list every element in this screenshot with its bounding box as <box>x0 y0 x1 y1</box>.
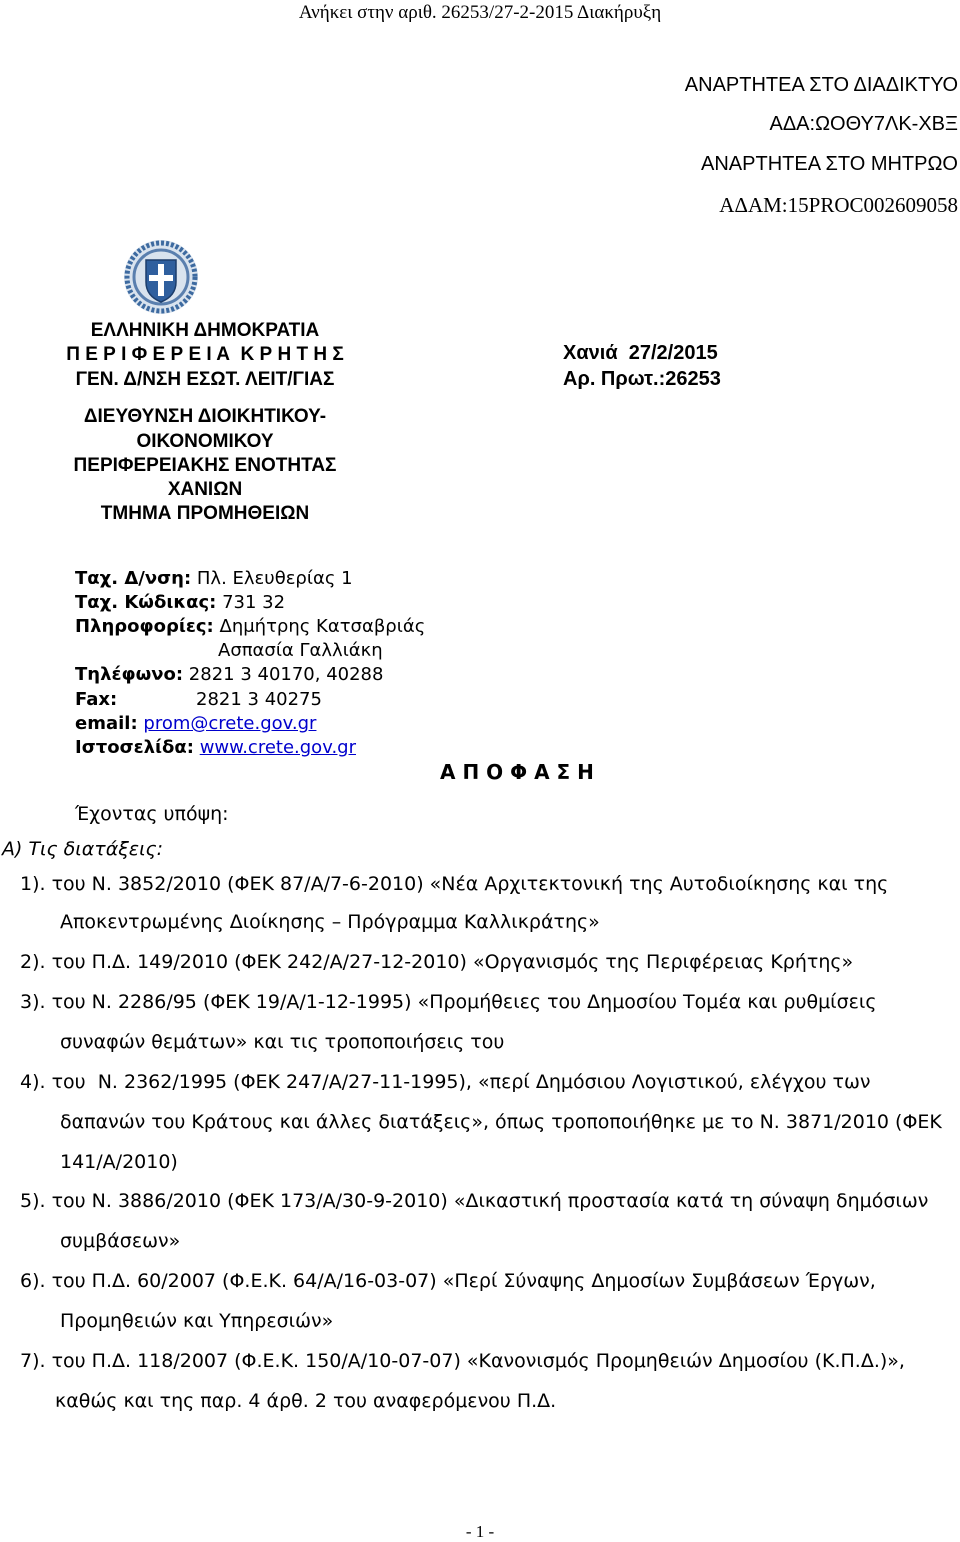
zip-row <box>75 592 285 613</box>
fax-value: 2821 3 40275 <box>196 689 322 710</box>
posting-internet: ΑΝΑΡΤΗΤΕΑ ΣΤΟ ΔΙΑΔΙΚΤΥΟ <box>684 74 958 96</box>
item-2-line-1: 2). του Π.Δ. 149/2010 (ΦΕΚ 242/Α/27-12-2010) «Οργανισμός της Περιφέρειας Κρήτης» <box>20 951 854 973</box>
zip-label: Ταχ. Κώδικας: <box>75 592 217 613</box>
authority-line-4: ΔΙΕΥΘΥΝΣΗ ΔΙΟΙΚΗΤΙΚΟΥ- <box>83 406 327 427</box>
info-label: Πληροφορίες: <box>75 616 214 637</box>
item-7-line-1: 7). του Π.Δ. 118/2007 (Φ.Ε.Κ. 150/Α/10-07-07) «Κανονισμός Προμηθειών Δημοσίου (Κ.Π.Δ.)», <box>20 1350 905 1372</box>
document-date: Χανιά 27/2/2015 <box>563 342 718 364</box>
address-label: Ταχ. Δ/νση: <box>75 568 192 589</box>
email-link[interactable]: prom@crete.gov.gr <box>143 713 317 734</box>
item-4-line-2: δαπανών του Κράτους και άλλες διατάξεις», όπως τροποποιήθηκε με το Ν. 3871/2010 (ΦΕΚ <box>60 1111 942 1133</box>
attachment-note: Ανήκει στην αριθ. 26253/27-2-2015 Διακήρυξη <box>298 2 662 23</box>
fax-row <box>75 689 117 710</box>
item-6-line-2: Προμηθειών και Υπηρεσιών» <box>60 1310 334 1332</box>
decision-title: Α Π Ο Φ Α Σ Η <box>440 760 594 784</box>
website-row <box>75 737 356 758</box>
authority-line-6: ΠΕΡΙΦΕΡΕΙΑΚΗΣ ΕΝΟΤΗΤΑΣ <box>73 455 337 476</box>
authority-line-2: Π Ε Ρ Ι Φ Ε Ρ Ε Ι Α Κ Ρ Η Τ Η Σ <box>66 344 344 365</box>
info-value-1: Δημήτρης Κατσαβριάς <box>219 616 426 637</box>
fax-label: Fax: <box>75 689 118 710</box>
considering-heading: Έχοντας υπόψη: <box>75 803 229 825</box>
info-value-2: Ασπασία Γαλλιάκη <box>218 640 383 661</box>
item-3-line-2: συναφών θεμάτων» και τις τροποποιήσεις του <box>60 1031 505 1053</box>
item-5-line-2: συμβάσεων» <box>60 1230 181 1252</box>
posting-registry: ΑΝΑΡΤΗΤΕΑ ΣΤΟ ΜΗΤΡΩΟ <box>701 153 958 175</box>
protocol-number: Αρ. Πρωτ.:26253 <box>563 368 721 390</box>
phone-row <box>75 664 383 685</box>
zip-value: 731 32 <box>222 592 286 613</box>
address-row <box>75 568 353 589</box>
item-7-line-2: καθώς και της παρ. 4 άρθ. 2 του αναφερόμενου Π.Δ. <box>55 1390 557 1412</box>
authority-line-5: ΟΙΚΟΝΟΜΙΚΟΥ <box>136 431 274 452</box>
authority-line-7: ΧΑΝΙΩΝ <box>167 479 243 500</box>
email-row <box>75 713 316 734</box>
phone-value: 2821 3 40170, 40288 <box>188 664 384 685</box>
website-label: Ιστοσελίδα: <box>75 737 194 758</box>
item-3-line-1: 3). του Ν. 2286/95 (ΦΕΚ 19/Α/1-12-1995) «Προμήθειες του Δημοσίου Τομέα και ρυθμίσεις <box>20 991 877 1013</box>
item-6-line-1: 6). του Π.Δ. 60/2007 (Φ.Ε.Κ. 64/Α/16-03-07) «Περί Σύναψης Δημοσίων Συμβάσεων Έργων, <box>20 1270 876 1292</box>
item-4-line-3: 141/Α/2010) <box>60 1151 178 1173</box>
adam-code: ΑΔΑΜ:15PROC002609058 <box>719 193 958 217</box>
item-5-line-1: 5). του Ν. 3886/2010 (ΦΕΚ 173/Α/30-9-2010) «Δικαστική προστασία κατά τη σύναψη δημόσιων <box>20 1190 929 1212</box>
website-link[interactable]: www.crete.gov.gr <box>199 737 356 758</box>
item-1-line-2: Αποκεντρωμένης Διοίκησης – Πρόγραμμα Καλλικράτης» <box>60 911 600 933</box>
coat-of-arms-emblem <box>122 238 200 320</box>
page-number: - 1 - <box>465 1522 495 1541</box>
authority-line-8: ΤΜΗΜΑ ΠΡΟΜΗΘΕΙΩΝ <box>100 503 310 524</box>
info-row <box>75 616 425 637</box>
authority-line-3: ΓΕΝ. Δ/ΝΣΗ ΕΣΩΤ. ΛΕΙΤ/ΓΙΑΣ <box>75 369 335 390</box>
email-label: email: <box>75 713 138 734</box>
item-4-line-1: 4). του Ν. 2362/1995 (ΦΕΚ 247/Α/27-11-1995), «περί Δημόσιου Λογιστικού, ελέγχου των <box>20 1071 871 1093</box>
authority-line-1: ΕΛΛΗΝΙΚΗ ΔΗΜΟΚΡΑΤΙΑ <box>90 320 320 341</box>
item-1-line-1: 1). του Ν. 3852/2010 (ΦΕΚ 87/Α/7-6-2010) «Νέα Αρχιτεκτονική της Αυτοδιοίκησης και της <box>20 873 889 895</box>
section-a-heading: Α) Τις διατάξεις: <box>2 838 164 860</box>
phone-label: Τηλέφωνο: <box>75 664 184 685</box>
ada-code: ΑΔΑ:ΩΟΘΥ7ΛΚ-ΧΒΞ <box>769 113 958 135</box>
address-value: Πλ. Ελευθερίας 1 <box>196 568 353 589</box>
